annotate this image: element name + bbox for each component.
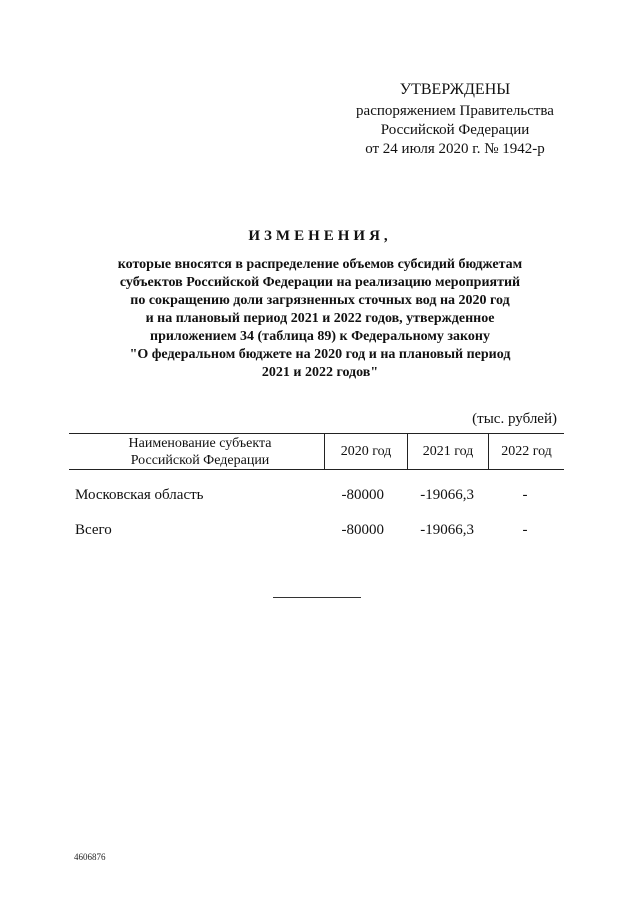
approval-line-2: Российской Федерации [380, 122, 530, 138]
approval-title: УТВЕРЖДЕНЫ [399, 81, 511, 98]
subtitle-line: "О федеральном бюджете на 2020 год и на плановый период [129, 347, 511, 362]
approval-line-3: от 24 июля 2020 г. № 1942-р [365, 141, 545, 157]
document-subtitle [70, 256, 570, 382]
approval-line-1: распоряжением Правительства [356, 103, 554, 119]
row-value-2022: - [522, 522, 528, 538]
table-row [69, 522, 564, 542]
row-value-2021: -19066,3 [420, 487, 474, 503]
header-2021: 2021 год [422, 444, 474, 459]
end-of-document-rule [273, 597, 361, 598]
approval-block [330, 80, 580, 159]
row-value-2021: -19066,3 [420, 522, 474, 538]
subtitle-line: 2021 и 2022 годов" [261, 365, 379, 380]
row-value-2020: -80000 [341, 522, 384, 538]
subtitle-line: субъектов Российской Федерации на реализацию мероприятий [119, 275, 521, 290]
header-2022: 2022 год [501, 444, 552, 459]
row-subject: Московская область [75, 487, 204, 503]
document-title: ИЗМЕНЕНИЯ, [248, 228, 392, 244]
table-row [69, 487, 564, 507]
header-2020: 2020 год [340, 444, 392, 459]
document-code: 4606876 [74, 852, 106, 862]
subtitle-line: которые вносятся в распределение объемов субсидий бюджетам [117, 257, 523, 272]
subtitle-line: приложением 34 (таблица 89) к Федеральному закону [150, 329, 490, 344]
row-subject: Всего [75, 522, 112, 538]
subtitle-line: по сокращению доли загрязненных сточных вод на 2020 год [130, 293, 510, 308]
header-subject: Наименование субъекта Российской Федерации [128, 435, 272, 468]
table-units: (тыс. рублей) [472, 411, 557, 427]
subtitle-line: и на плановый период 2021 и 2022 годов, утвержденное [145, 311, 495, 326]
row-value-2022: - [522, 487, 528, 503]
row-value-2020: -80000 [341, 487, 384, 503]
